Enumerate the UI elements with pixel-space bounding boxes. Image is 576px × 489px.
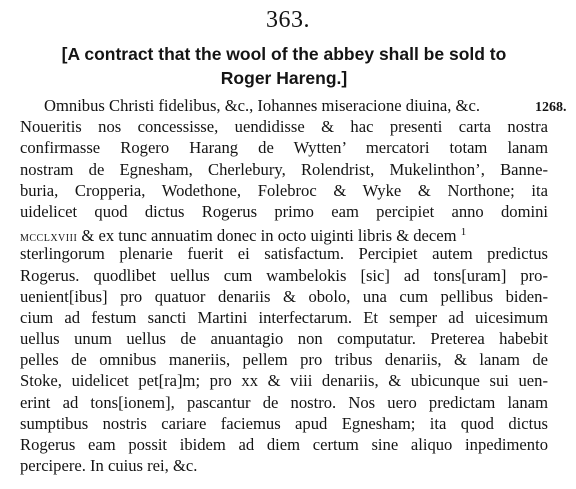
roman-numeral-date: mcclxviii <box>20 230 78 246</box>
text-fragment: & ex tunc annuatim donec in octo uiginti libris & decem <box>77 226 457 246</box>
text-line: sumptibus nostris cariare faciemus apud Egnesham; ita quod dictus <box>20 413 548 433</box>
text-line: buria, Cropperia, Wodethone, Folebroc & Wyke & Northone; ita <box>20 180 548 200</box>
charter-text <box>20 95 548 476</box>
text-line: erint ad tons[ionem], pascantur de nostro. Nos uero predictam lanam <box>20 392 548 412</box>
text-line: Noueritis nos concessisse, uendidisse & hac presenti carta nostra <box>20 117 548 137</box>
text-line: uenient[ibus] pro quatuor denariis & obolo, una cum pellibus biden- <box>20 286 548 306</box>
text-line: cium ad festum sancti Martini interfectarum. Et semper ad uicesimum <box>20 307 548 327</box>
margin-year: 1268. <box>535 100 567 115</box>
text-line: pelles de omnibus maneriis, pellem pro tribus denariis, & lanam de <box>20 350 548 370</box>
text-line: Rogerus. quodlibet uellus cum wambelokis [sic] ad tons[uram] pro- <box>20 265 548 285</box>
document-heading <box>14 42 554 90</box>
text-line: Stoke, uidelicet pet[ra]m; pro xx & viii denariis, & ubicunque sui uen- <box>20 371 548 391</box>
text-line: percipere. In cuius rei, &c. <box>20 456 198 476</box>
text-line: uidelicet quod dictus Rogerus primo eam percipiet anno domini <box>20 201 548 221</box>
heading-line-1: [A contract that the wool of the abbey shall be sold to <box>61 44 507 64</box>
text-line: confirmasse Rogero Harang de Wytten’ mercatori totam lanam <box>20 138 548 158</box>
text-line: sterlingorum plenarie fuerit ei satisfactum. Percipiet autem predictus <box>20 244 548 264</box>
text-line: Rogerus eam possit ibidem ad diem certum sine aliquo inpedimento <box>20 435 548 454</box>
text-line: nostram de Egnesham, Cherlebury, Rolendrist, Mukelinthon’, Banne- <box>20 159 548 179</box>
text-line <box>20 222 548 246</box>
text-line: Omnibus Christi fidelibus, &c., Iohannes miseracione diuina, &c. <box>44 96 480 115</box>
footnote-marker: 1 <box>460 226 467 239</box>
heading-line-2: Roger Hareng.] <box>220 68 348 88</box>
text-line: uellus unum uellus de anuantagio non computatur. Preterea habebit <box>20 329 548 349</box>
page-number: 363. <box>266 7 310 33</box>
